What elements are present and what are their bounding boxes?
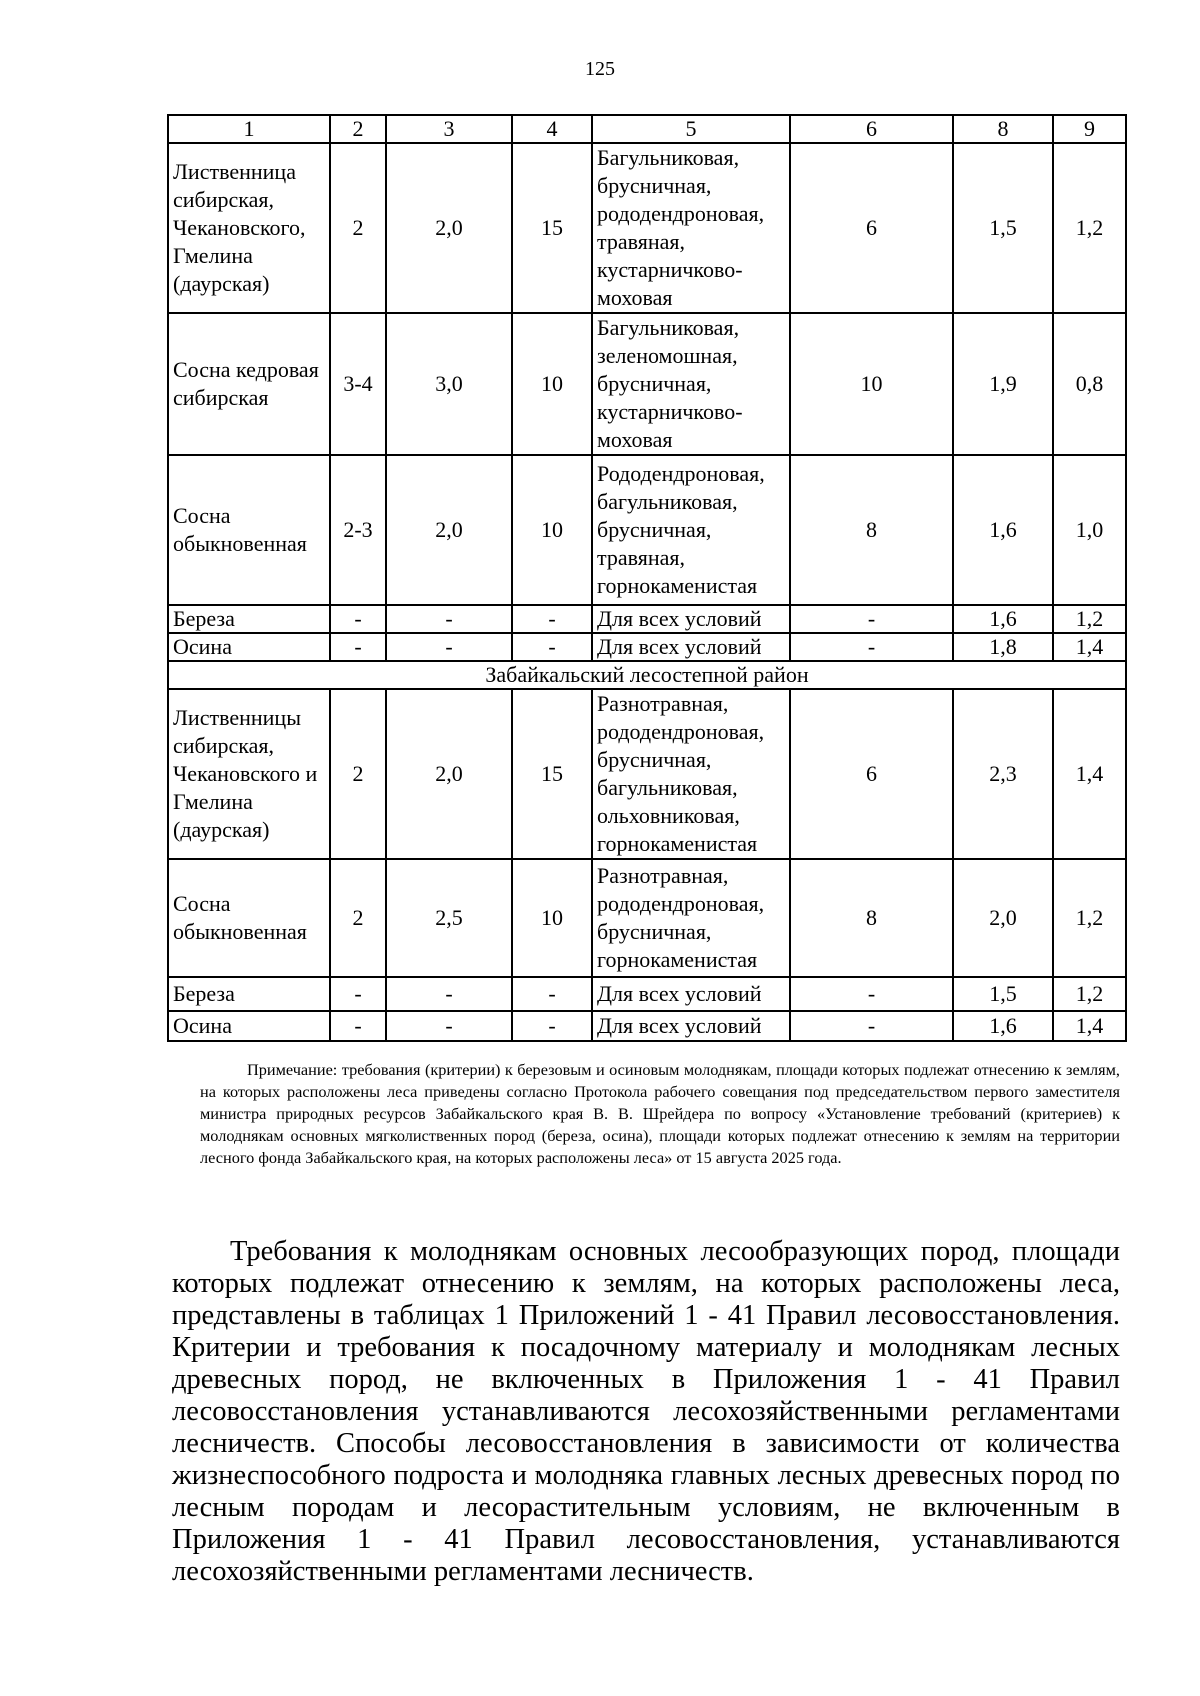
table-cell: 1,4 — [1053, 689, 1126, 859]
table-cell: - — [386, 605, 512, 633]
table-row — [168, 455, 1126, 605]
table-cell: - — [330, 605, 386, 633]
species-cell: Сосна обыкновенная — [168, 455, 330, 605]
table-cell: - — [512, 605, 592, 633]
conditions-cell: Багульниковая, зеленомошная, брусничная, кустарничково-моховая — [592, 313, 790, 455]
conditions-cell: Разнотравная, рододендроновая, брусничная, горнокаменистая — [592, 859, 790, 977]
column-header: 8 — [953, 115, 1053, 143]
conditions-cell: Багульниковая, брусничная, рододендроновая, травяная, кустарничково-моховая — [592, 143, 790, 313]
table-cell: - — [386, 633, 512, 661]
table-cell: 10 — [790, 313, 953, 455]
table-cell: 10 — [512, 313, 592, 455]
table-cell: - — [330, 977, 386, 1011]
table-cell: 1,6 — [953, 1011, 1053, 1041]
table-cell: 1,2 — [1053, 143, 1126, 313]
species-cell: Лиственницы сибирская, Чекановского и Гмелина (даурская) — [168, 689, 330, 859]
table-cell: 2,0 — [386, 455, 512, 605]
table-cell: 0,8 — [1053, 313, 1126, 455]
table-cell: 1,2 — [1053, 859, 1126, 977]
table-row — [168, 977, 1126, 1011]
column-header: 5 — [592, 115, 790, 143]
table-row — [168, 859, 1126, 977]
table-cell: - — [386, 977, 512, 1011]
table-cell: 1,0 — [1053, 455, 1126, 605]
column-header: 9 — [1053, 115, 1126, 143]
body-paragraph: Требования к молоднякам основных лесообразующих пород, площади которых подлежат отнесению к землям, на которых расположены леса, представлены в таблицах 1 Приложений 1 - 41 Правил лесовосстановления. Критерии и требования к посадочному материалу и молоднякам лесных древесных пород, не включенных в Приложения 1 - 41 Правил лесовосстановления устанавливаются лесохозяйственными регламентами лесничеств. Способы лесовосстановления в зависимости от количества жизнеспособного подроста и молодняка главных лесных древесных пород по лесным породам и лесорастительным условиям, не включенным в Приложения 1 - 41 Правил лесовосстановления, устанавливаются лесохозяйственными регламентами лесничеств. — [172, 1235, 1120, 1587]
table-cell: 2-3 — [330, 455, 386, 605]
table-cell: - — [512, 633, 592, 661]
table-cell: 2 — [330, 143, 386, 313]
conditions-cell: Рододендроновая, багульниковая, брусничная, травяная, горнокаменистая — [592, 455, 790, 605]
table-cell: 1,6 — [953, 455, 1053, 605]
table-cell: 2 — [330, 689, 386, 859]
table-cell: 1,4 — [1053, 1011, 1126, 1041]
table-cell: 3,0 — [386, 313, 512, 455]
table-cell: 15 — [512, 143, 592, 313]
table-footnote: Примечание: требования (критерии) к березовым и осиновым молоднякам, площади которых подлежат отнесению к землям, на которых расположены леса приведены согласно Протокола рабочего совещания под председательством первого заместителя министра природных ресурсов Забайкальского края В. В. Шрейдера по вопросу «Установление требований (критериев) к молоднякам основных мягколиственных пород (береза, осина), площади которых подлежат отнесению к землям на территории лесного фонда Забайкальского края, на которых расположены леса» от 15 августа 2025 года. — [200, 1060, 1120, 1168]
table-cell: 1,2 — [1053, 977, 1126, 1011]
table-cell: 2,0 — [386, 689, 512, 859]
table-cell: - — [386, 1011, 512, 1041]
species-cell: Сосна обыкновенная — [168, 859, 330, 977]
table-cell: 1,5 — [953, 143, 1053, 313]
conditions-cell: Для всех условий — [592, 605, 790, 633]
column-header: 6 — [790, 115, 953, 143]
species-cell: Сосна кедровая сибирская — [168, 313, 330, 455]
table-cell: - — [790, 633, 953, 661]
table-cell: 15 — [512, 689, 592, 859]
column-header: 1 — [168, 115, 330, 143]
table-cell: 2,3 — [953, 689, 1053, 859]
table-cell: 1,2 — [1053, 605, 1126, 633]
table-row — [168, 1011, 1126, 1041]
section-title: Забайкальский лесостепной район — [168, 661, 1126, 689]
table-row — [168, 313, 1126, 455]
species-cell: Береза — [168, 977, 330, 1011]
table-cell: - — [330, 1011, 386, 1041]
table-cell: 1,8 — [953, 633, 1053, 661]
table-row — [168, 143, 1126, 313]
table-cell: - — [330, 633, 386, 661]
table-cell: - — [512, 1011, 592, 1041]
conditions-cell: Разнотравная, рододендроновая, брусничная, багульниковая, ольховниковая, горнокаменистая — [592, 689, 790, 859]
table-cell: 8 — [790, 859, 953, 977]
conditions-cell: Для всех условий — [592, 977, 790, 1011]
column-header: 4 — [512, 115, 592, 143]
table-cell: 2 — [330, 859, 386, 977]
column-header: 3 — [386, 115, 512, 143]
species-cell: Береза — [168, 605, 330, 633]
table-cell: 8 — [790, 455, 953, 605]
species-cell: Осина — [168, 633, 330, 661]
table-cell: 3-4 — [330, 313, 386, 455]
table-row — [168, 633, 1126, 661]
table-cell: - — [790, 1011, 953, 1041]
section-row — [168, 661, 1126, 689]
table-cell: - — [790, 977, 953, 1011]
page-number: 125 — [585, 58, 615, 80]
conditions-cell: Для всех условий — [592, 1011, 790, 1041]
species-cell: Осина — [168, 1011, 330, 1041]
table-cell: 1,5 — [953, 977, 1053, 1011]
table-cell: 10 — [512, 455, 592, 605]
table-cell: 2,5 — [386, 859, 512, 977]
table-cell: 10 — [512, 859, 592, 977]
forest-requirements-table — [167, 114, 1127, 1042]
table-cell: - — [512, 977, 592, 1011]
table-row — [168, 605, 1126, 633]
table-header-row — [168, 115, 1126, 143]
species-cell: Лиственница сибирская, Чекановского, Гмелина (даурская) — [168, 143, 330, 313]
table-cell: 1,6 — [953, 605, 1053, 633]
table-row — [168, 689, 1126, 859]
table-cell: 1,9 — [953, 313, 1053, 455]
conditions-cell: Для всех условий — [592, 633, 790, 661]
table-cell: - — [790, 605, 953, 633]
table-cell: 2,0 — [953, 859, 1053, 977]
table-cell: 6 — [790, 143, 953, 313]
table-cell: 6 — [790, 689, 953, 859]
table-cell: 1,4 — [1053, 633, 1126, 661]
table-cell: 2,0 — [386, 143, 512, 313]
column-header: 2 — [330, 115, 386, 143]
